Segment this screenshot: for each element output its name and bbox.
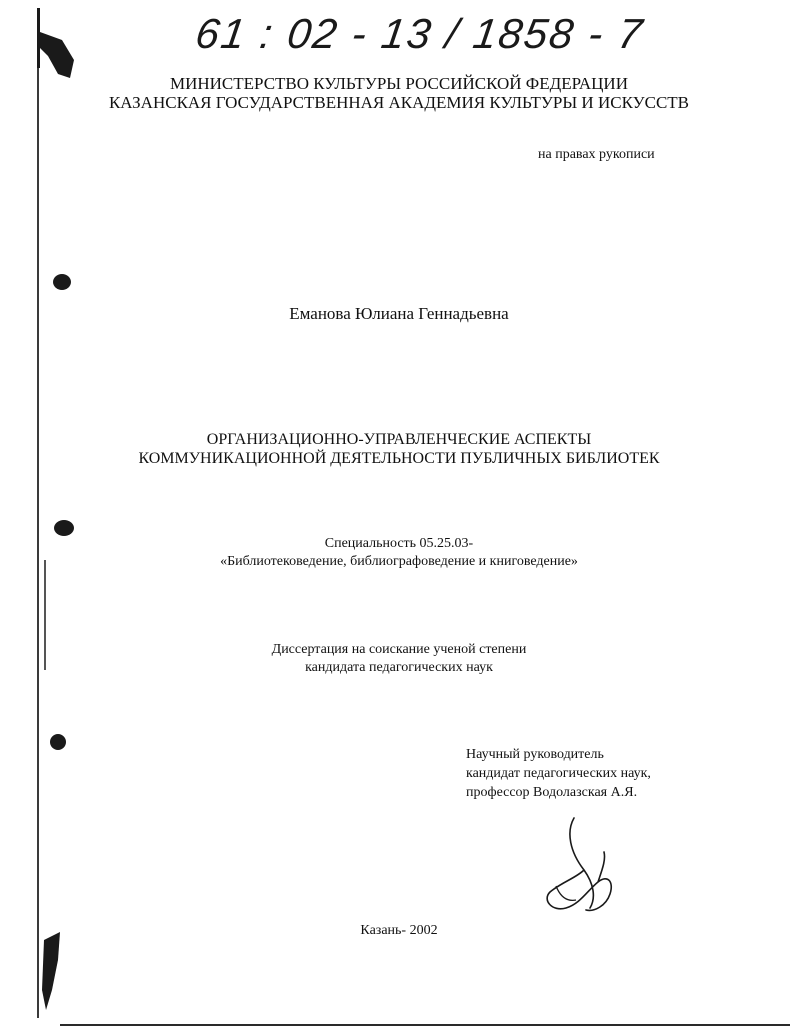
supervisor-label: Научный руководитель bbox=[466, 747, 604, 762]
manuscript-rights-note: на правах рукописи bbox=[538, 147, 655, 162]
scan-bottom-blot bbox=[42, 932, 60, 1010]
supervisor-name: профессор Водолазская А.Я. bbox=[466, 785, 638, 800]
author-name: Еманова Юлиана Геннадьевна bbox=[289, 304, 509, 323]
scan-punch-hole-1 bbox=[53, 274, 71, 290]
specialty-code: Специальность 05.25.03- bbox=[324, 536, 474, 551]
ministry-heading: МИНИСТЕРСТВО КУЛЬТУРЫ РОССИЙСКОЙ ФЕДЕРАЦИИ bbox=[169, 74, 628, 93]
specialty-name: «Библиотековедение, библиографоведение и книговедение» bbox=[220, 554, 578, 569]
scan-top-mark bbox=[37, 8, 40, 68]
supervisor-signature bbox=[536, 812, 626, 922]
scan-vertical-line bbox=[37, 8, 39, 1018]
supervisor-degree: кандидат педагогических наук, bbox=[466, 766, 651, 781]
degree-line-1: Диссертация на соискание ученой степени bbox=[271, 642, 527, 657]
degree-line-2: кандидата педагогических наук bbox=[305, 660, 493, 675]
scan-corner-blot bbox=[40, 32, 74, 78]
city-year: Казань- 2002 bbox=[360, 923, 438, 938]
scan-margin-artifacts bbox=[0, 0, 90, 1029]
scan-punch-hole-3 bbox=[50, 734, 66, 750]
academy-heading: КАЗАНСКАЯ ГОСУДАРСТВЕННАЯ АКАДЕМИЯ КУЛЬТУРЫ И ИСКУССТВ bbox=[108, 93, 690, 112]
scan-punch-hole-2 bbox=[54, 520, 74, 536]
scan-bottom-edge bbox=[60, 1024, 790, 1026]
dissertation-title-line-2: КОММУНИКАЦИОННОЙ ДЕЯТЕЛЬНОСТИ ПУБЛИЧНЫХ БИБЛИОТЕК bbox=[138, 450, 660, 467]
dissertation-title-line-1: ОРГАНИЗАЦИОННО-УПРАВЛЕНЧЕСКИЕ АСПЕКТЫ bbox=[206, 431, 592, 448]
archive-number-stamp: 61 : 02 - 13 / 1858 - 7 bbox=[192, 10, 647, 57]
